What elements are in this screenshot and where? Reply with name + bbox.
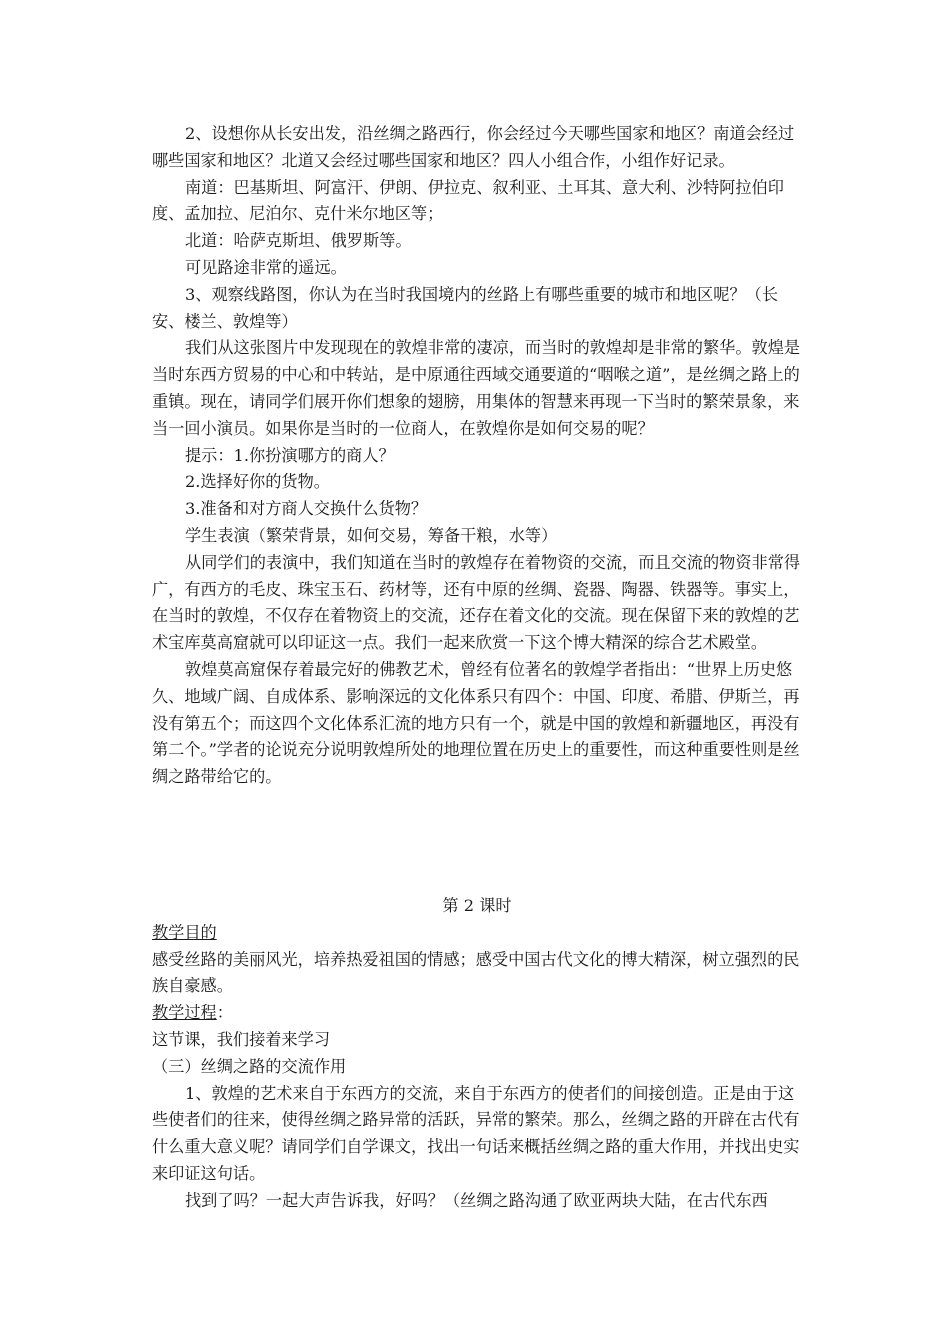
tip-line-1: 提示：1.你扮演哪方的商人？ xyxy=(185,445,395,465)
paragraph-student-performance: 学生表演（繁荣背景，如何交易，筹备干粮，水等） xyxy=(185,525,558,545)
section-2 xyxy=(152,893,802,1215)
paragraph-route-question: 2、设想你从长安出发，沿丝绸之路西行，你会经过今天哪些国家和地区？南道会经过哪些国家和地区？北道又会经过哪些国家和地区？四人小组合作，小组作好记录。 xyxy=(152,124,795,170)
tip-line-2: 2.选择好你的货物。 xyxy=(185,472,330,492)
paragraph-found-answer: 找到了吗？一起大声告诉我，好吗？（丝绸之路沟通了欧亚两块大陆，在古代东西 xyxy=(185,1190,768,1210)
paragraph-dunhuang-trade: 我们从这张图片中发现现在的敦煌非常的凄凉，而当时的敦煌却是非常的繁华。敦煌是当时东西方贸易的中心和中转站，是中原通往西域交通要道的“咽喉之道”，是丝绸之路上的重镇。现在，请同学们展开你们想象的翅膀，用集体的智慧来再现一下当时的繁荣景象，来当一回小演员。如果你是当时的一位商人，在敦煌你是如何交易的呢？ xyxy=(152,338,801,438)
goal-heading: 教学目的 xyxy=(152,922,217,942)
tip-line-3: 3.准备和对方商人交换什么货物？ xyxy=(185,499,428,519)
lesson-title: 第 2 课时 xyxy=(442,896,512,915)
paragraph-north-route: 北道：哈萨克斯坦、俄罗斯等。 xyxy=(185,231,412,251)
paragraph-cities-question: 3、观察线路图，你认为在当时我国境内的丝路上有哪些重要的城市和地区呢？（长安、楼兰、敦煌等） xyxy=(152,284,779,331)
process-heading: 教学过程： xyxy=(152,1003,233,1023)
paragraph-distance: 可见路途非常的遥远。 xyxy=(185,257,347,277)
section-subheading: （三）丝绸之路的交流作用 xyxy=(152,1056,347,1076)
goal-text: 感受丝路的美丽风光，培养热爱祖国的情感；感受中国古代文化的博大精深，树立强烈的民族自豪感。 xyxy=(152,949,800,996)
paragraph-mogao: 敦煌莫高窟保存着最完好的佛教艺术，曾经有位著名的敦煌学者指出：“世界上历史悠久、地域广阔、自成体系、影响深远的文化体系只有四个：中国、印度、希腊、伊斯兰，再没有第五个；而这四个文化体系汇流的地方只有一个，就是中国的敦煌和新疆地区，再没有第二个。”学者的论说充分说明敦煌所处的地理位置在历史上的重要性，而这种重要性则是丝绸之路带给它的。 xyxy=(152,659,800,787)
paragraph-south-route: 南道：巴基斯坦、阿富汗、伊朗、伊拉克、叙利亚、土耳其、意大利、沙特阿拉伯印度、孟加拉、尼泊尔、克什米尔地区等； xyxy=(152,177,784,224)
section-1 xyxy=(152,121,802,791)
intro-line: 这节课，我们接着来学习 xyxy=(152,1029,331,1049)
paragraph-exchange-role: 1、敦煌的艺术来自于东西方的交流，来自于东西方的使者们的间接创造。正是由于这些使者们的往来，使得丝绸之路异常的活跃，异常的繁荣。那么，丝绸之路的开辟在古代有什么重大意义呢？请同学们自学课文，找出一句话来概括丝绸之路的重大作用，并找出史实来印证这句话。 xyxy=(152,1083,800,1183)
paragraph-exchange: 从同学们的表演中，我们知道在当时的敦煌存在着物资的交流，而且交流的物资非常得广，有西方的毛皮、珠宝玉石、药材等，还有中原的丝绸、瓷器、陶器、铁器等。事实上，在当时的敦煌，不仅存在着物资上的交流，还存在着文化的交流。现在保留下来的敦煌的艺术宝库莫高窟就可以印证这一点。我们一起来欣赏一下这个博大精深的综合艺术殿堂。 xyxy=(152,552,801,653)
